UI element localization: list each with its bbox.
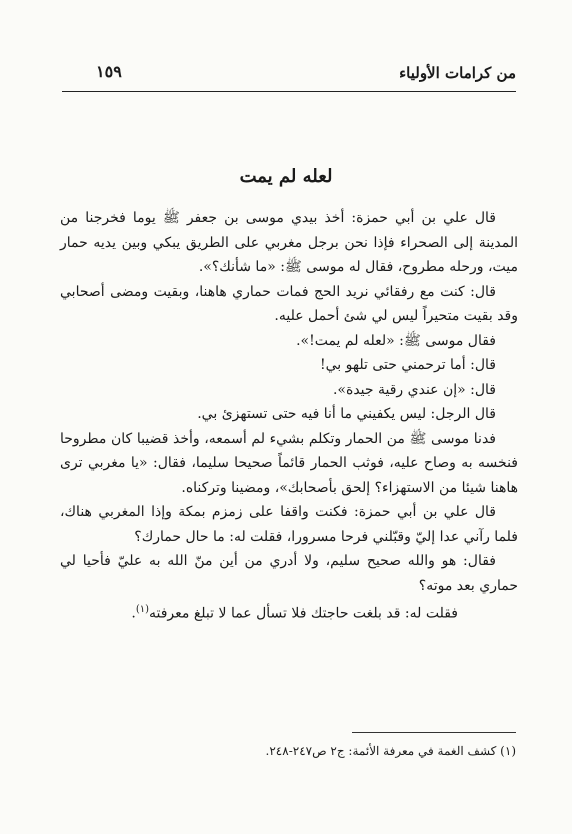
paragraph: قال: كنت مع رفقائي نريد الحج فمات حماري هاهنا، وبقيت ومضى أصحابي وقد بقيت متحيراً ليس لي شئ أحمل عليه. (60, 283, 518, 324)
section-heading: لعله لم يمت (239, 166, 333, 187)
paragraph-last (60, 598, 518, 626)
paragraph: فقال: هو والله صحيح سليم، ولا أدري من أين منّ الله به عليّ فأحيا لي حماري بعد موته؟ (60, 553, 518, 594)
paragraph: قال الرجل: ليس يكفيني ما أنا فيه حتى تستهزئ بي. (197, 406, 496, 422)
last-paragraph-text: فقلت له: قد بلغت حاجتك فلا تسأل عما لا تبلغ معرفته (149, 605, 458, 622)
paragraph: قال علي بن أبي حمزة: فكنت واقفا على زمزم بمكة وإذا المغربي هناك، فلما رآني عدا إليّ وقبّلني فرحا مسرورا، فقلت له: ما حال حمارك؟ (60, 504, 518, 545)
paragraph: قال: أما ترحمني حتى تلهو بي! (320, 357, 496, 373)
paragraph: قال: «إن عندي رقية جيدة». (332, 381, 496, 398)
running-title: من كرامات الأولياء (399, 64, 516, 82)
footnote-rule (352, 732, 516, 733)
paragraph: فقال موسى ﷺ: «لعله لم يمت!». (296, 332, 496, 349)
body-text (60, 206, 518, 626)
footnote: (١) كشف الغمة في معرفة الأئمة: ج٢ ص٢٤٧-٢٤٨. (265, 744, 516, 758)
page-number: ١٥٩ (96, 62, 122, 81)
paragraph: قال علي بن أبي حمزة: أخذ بيدي موسى بن جعفر ﷺ يوما فخرجنا من المدينة إلى الصحراء فإذا نحن برجل مغربي على الطريق يبكي وبين يديه حمار ميت، ورحله مطروح، فقال له موسى ﷺ: «ما شأنك؟». (60, 210, 518, 275)
last-paragraph-end: . (131, 605, 136, 622)
header-rule (62, 91, 516, 92)
footnote-reference: (١) (135, 604, 149, 615)
paragraph: فدنا موسى ﷺ من الحمار وتكلم بشيء لم أسمعه، وأخذ قضيبا كان مطروحا فنخسه به وصاح عليه، فوثب الحمار قائماً صحيحا سليما، فقال: «يا مغربي ترى هاهنا شيئا من الاستهزاء؟ إلحق بأصحابك»، ومضينا وتركناه. (60, 430, 518, 496)
